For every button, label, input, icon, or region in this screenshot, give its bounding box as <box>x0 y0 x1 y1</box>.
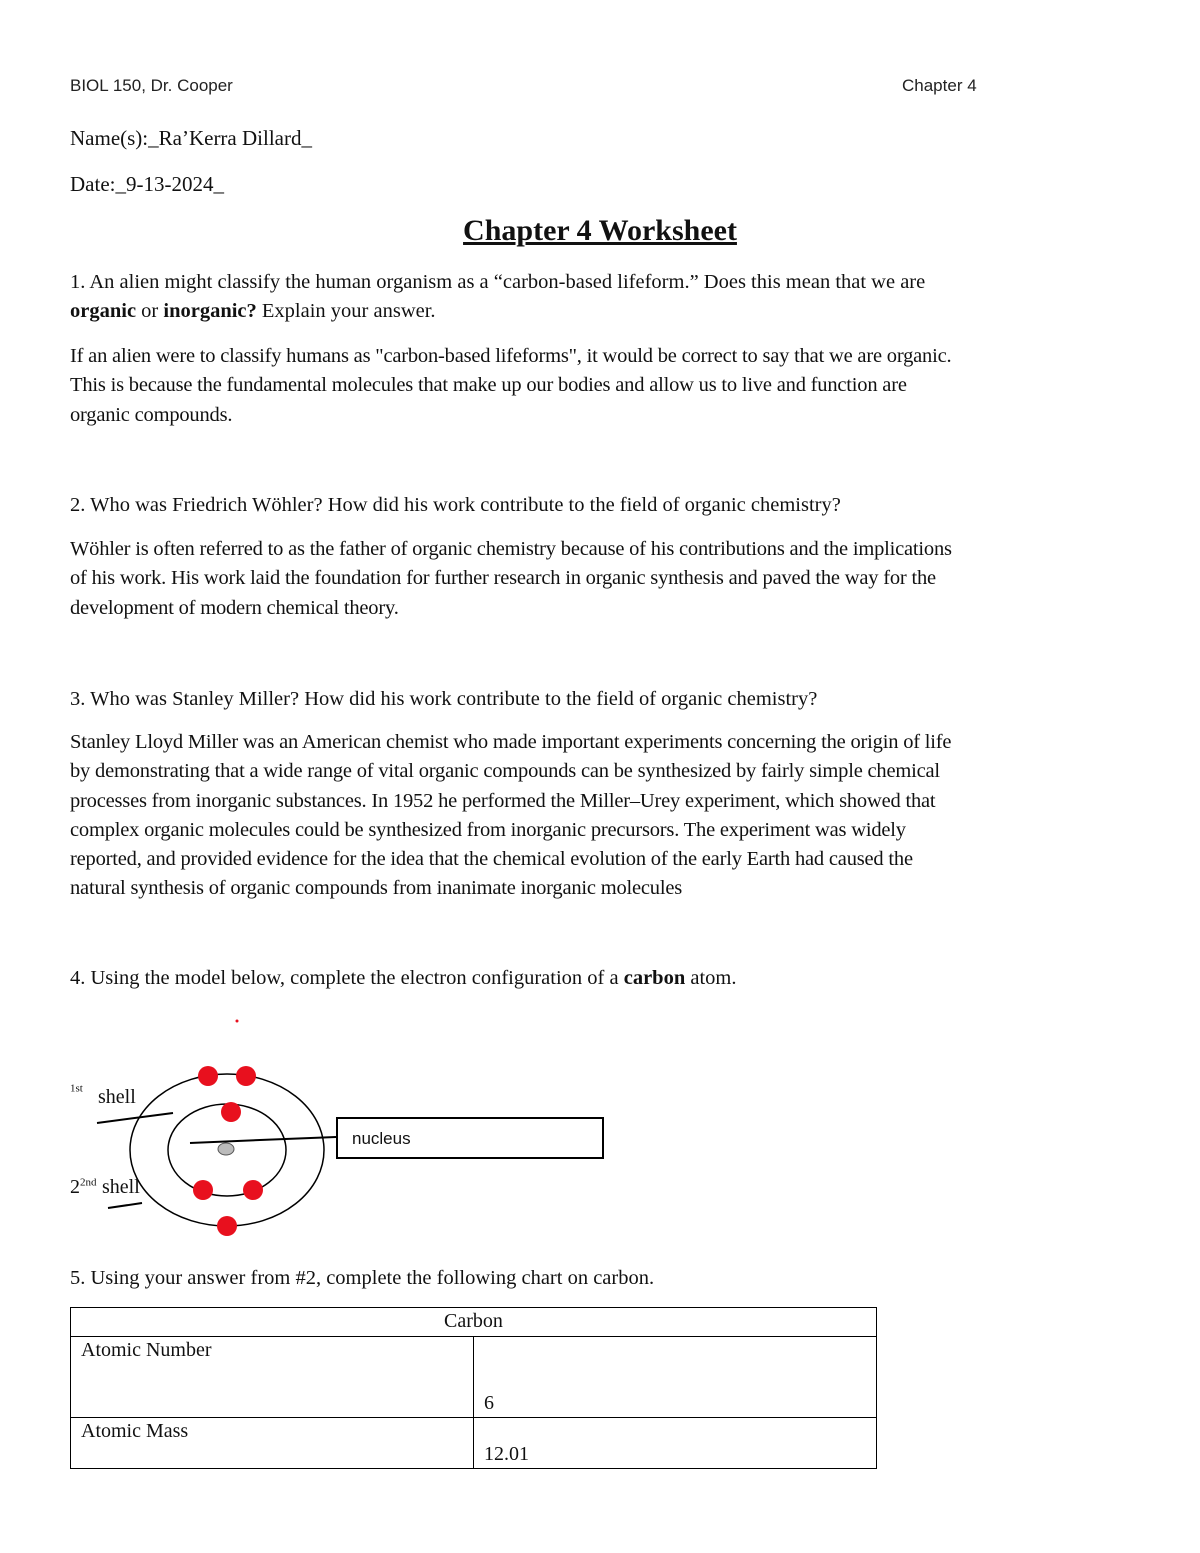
question-4 <box>70 964 1130 993</box>
first-shell-label: 1st <box>70 1082 83 1095</box>
table-header-row <box>71 1308 877 1337</box>
first-shell-word: shell <box>98 1086 136 1108</box>
question-1 <box>70 268 1130 327</box>
answer-2-line: Wöhler is often referred to as the father of organic chemistry because of his contributions and the implications <box>70 538 952 560</box>
question-1-rest: Explain your answer. <box>256 300 436 323</box>
date-line: Date:_9-13-2024_ <box>70 172 224 196</box>
first-shell-pointer <box>97 1113 173 1123</box>
answer-3 <box>70 728 1130 904</box>
inorganic-term: inorganic? <box>163 300 257 323</box>
student-name: Name(s):_Ra’Kerra Dillard_ <box>70 126 312 150</box>
electron-dot <box>198 1066 218 1086</box>
nucleus-dot <box>218 1143 234 1155</box>
carbon-term: carbon <box>623 967 686 989</box>
nucleus-label-box <box>336 1117 604 1159</box>
question-3: 3. Who was Stanley Miller? How did his work contribute to the field of organic chemistry? <box>70 688 818 710</box>
electron-dot <box>243 1180 263 1200</box>
second-shell-word: shell <box>102 1176 140 1198</box>
carbon-chart <box>70 1307 877 1469</box>
course-header: BIOL 150, Dr. Cooper <box>70 76 233 95</box>
organic-term: organic <box>70 300 137 323</box>
answer-3-line: complex organic molecules could be synthesized from inorganic precursors. The experiment was widely <box>70 818 906 841</box>
table-cell-label: Atomic Mass <box>71 1418 474 1469</box>
question-4-post: atom. <box>685 967 737 989</box>
nucleus-label: nucleus <box>352 1129 411 1148</box>
answer-3-line: natural synthesis of organic compounds from inanimate inorganic molecules <box>70 877 683 900</box>
or-word: or <box>136 300 164 323</box>
answer-2-line: development of modern chemical theory. <box>70 596 399 619</box>
table-cell-value: 6 <box>474 1337 877 1418</box>
second-shell-label: $2^{2nd}$ <box>70 1176 97 1198</box>
table-cell-label: Atomic Number <box>71 1337 474 1418</box>
second-shell-pointer <box>108 1203 142 1208</box>
stray-dot <box>236 1020 239 1023</box>
electron-dot <box>193 1180 213 1200</box>
question-5: 5. Using your answer from #2, complete the following chart on carbon. <box>70 1267 655 1289</box>
chapter-header: Chapter 4 <box>902 76 977 95</box>
nucleus-pointer <box>190 1137 336 1143</box>
answer-1 <box>70 342 1130 430</box>
table-cell-value: 12.01 <box>474 1418 877 1469</box>
answer-3-line: processes from inorganic substances. In 1952 he performed the Miller–Urey experiment, which showed that <box>70 789 936 812</box>
table-row <box>71 1418 877 1469</box>
answer-1-line: This is because the fundamental molecules that make up our bodies and allow us to live and function are <box>70 374 907 397</box>
answer-3-line: reported, and provided evidence for the idea that the chemical evolution of the early Earth had caused the <box>70 848 913 871</box>
carbon-atom-diagram <box>60 1000 360 1240</box>
question-4-pre: 4. Using the model below, complete the electron configuration of a <box>70 967 624 989</box>
answer-2 <box>70 535 1130 623</box>
electron-dot <box>221 1102 241 1122</box>
page-title: Chapter 4 Worksheet <box>463 214 737 247</box>
answer-3-line: by demonstrating that a wide range of vital organic compounds can be synthesized by fairly simple chemical <box>70 760 940 783</box>
electron-dot <box>217 1216 237 1236</box>
electron-dot <box>236 1066 256 1086</box>
answer-2-line: of his work. His work laid the foundation for further research in organic synthesis and paved the way for the <box>70 567 936 590</box>
table-heading: Carbon <box>71 1308 877 1337</box>
answer-1-line: If an alien were to classify humans as "carbon-based lifeforms", it would be correct to say that we are organic. <box>70 345 952 367</box>
answer-3-line: Stanley Lloyd Miller was an American chemist who made important experiments concerning the origin of life <box>70 731 952 753</box>
answer-1-line: organic compounds. <box>70 403 233 426</box>
question-1-line1: 1. An alien might classify the human organism as a “carbon-based lifeform.” Does this mean that we are <box>70 271 926 293</box>
question-2: 2. Who was Friedrich Wöhler? How did his work contribute to the field of organic chemistry? <box>70 494 841 516</box>
table-row <box>71 1337 877 1418</box>
